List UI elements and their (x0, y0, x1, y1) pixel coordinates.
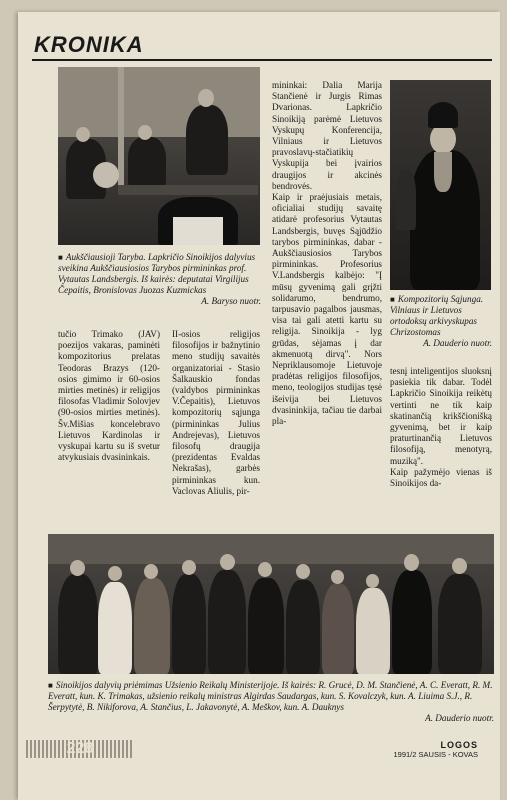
title-rule (32, 59, 492, 61)
section-title: KRONIKA (34, 32, 144, 57)
photo2-caption: ■ Kompozitorių Sąjunga. Vilniaus ir Lietuvos ortodoksų arkivyskupas Chrizostomas A. Dauderio nuotr. (390, 294, 492, 348)
page-number: 228 (26, 740, 134, 758)
photo2-credit: A. Dauderio nuotr. (423, 338, 492, 348)
photo-ministry-reception (48, 534, 494, 674)
text-column-2: II-osios religijos filosofijos ir bažnytinio meno studijų savaitės organizatoriai - Stasio Šalkauskio fondas (valdybos pirmininkas V.Čepaitis), Lietuvos kompozitorių sąjunga (pirmininkas Julius Andrejevas), Lietuvos filosofų draugija (prezidentas Evaldas Nekrašas), garbės pirmininkas kun. Vaclovas Aliulis, pir- (172, 329, 260, 496)
photo3-credit: A. Dauderio nuotr. (425, 713, 494, 723)
text-column-3: mininkai: Dalia Marija Stančienė ir Jurgis Rimas Dvarionas. Lapkričio Sinoikiją parėmė Lietuvos Vyskupų Konferencija, Vilniaus ir Lietuvos pravoslavų-stačiatikių Vyskupija bei įvairios draugijos ir akcinės bendrovės. Kaip ir praėjusiais metais, oficialiai studijų savaitę atidarė profesorius Vytautas Landsbergis, buvęs Sąjūdžio tarybos pirmininkas, dabar - Aukščiausiosios Tarybos pirmininkas. Profesorius V.Landsbergis kalbėjo: "Į mūsų gyvenimą gali grįžti solidarumo, bendrumo, tarpusavio pagalbos jausmas, visa tai gali atetti kartu su religija. Sinoikija - lyg grūdas, sėjamas į dar akmenuotą dirvą". Nors Nepriklausomoje Lietuvoje pradėtas religijos filosofijos, meno, teologijos studijas tęsė išeivija bei Lietuvos dvasininkija, tačiau tie darbai pla- (272, 80, 382, 427)
magazine-issue: 1991/2 SAUSIS - KOVAS (393, 750, 478, 759)
photo-archbishop (390, 80, 491, 290)
magazine-page (18, 12, 500, 800)
magazine-name: LOGOS (440, 740, 478, 750)
photo1-credit: A. Baryso nuotr. (201, 296, 261, 306)
photo1-caption: ■ Aukščiausioji Taryba. Lapkričio Sinoikijos dalyvius sveikina Aukščiausiosios Tarybos pirmininkas prof. Vytautas Landsbergis. Iš kairės: deputatai Virgilijus Čepaitis, Bronislovas Juozas Kuzmickas A. Baryso nuotr. (58, 252, 261, 306)
text-column-4: tesnį inteligentijos sluoksnį pasiekia tik dabar. Todėl Lapkričio Sinoikija reikėtų vertinti ne tik kaip skatinančią krikščionišką gyvenimą, bet ir kaip praturtinančią Lietuvos filosofiją, menotyrą, muziką". Kaip pažymėjo vienas iš Sinoikijos da- (390, 366, 492, 489)
text-column-1: tučio Trimako (JAV) poezijos vakaras, paminėti kompozitorius prelatas Teodoras Brazys (120-osios gimimo ir 60-osios mirties metinės) ir religijos filosofas Vladimir Solovjev (90-osios mirties metinės). Šv.Mišias koncelebravo Lietuvos Kardinolas ir vyskupai kartu su iš svetur atvykusiais dvasininkais. (58, 329, 160, 463)
magazine-footer (394, 740, 479, 759)
photo-supreme-council (58, 67, 260, 245)
photo3-caption: ■ Sinoikijos dalyvių priėmimas Užsienio Reikalų Ministerijoje. Iš kairės: R. Grucė, D. M. Stančienė, A. C. Everatt, R. M. Everatt, kun. K. Trimakas, užsienio reikalų ministras Algirdas Saudargas, kun. S. Kovalczyk, kun. A. Liuima S.J., R. Šerpytytė, B. Nikiforova, A. Stančius, L. Jakavonytė, A. Meškov, kun. A. Dauknys A. Dauderio nuotr. (48, 680, 494, 723)
